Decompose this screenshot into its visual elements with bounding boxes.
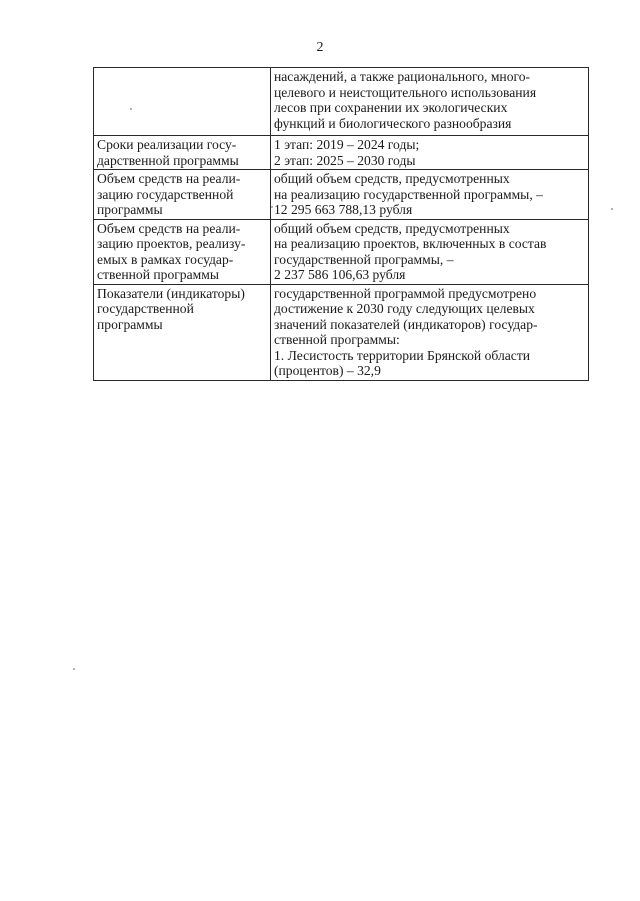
value-line: лесов при сохранении их экологических: [274, 100, 508, 115]
value-line: (процентов) – 32,9: [274, 363, 381, 378]
label-line: дарственной программы: [97, 152, 239, 168]
value-line: значений показателей (индикаторов) государ-: [274, 316, 538, 332]
label-line: программы: [97, 316, 163, 332]
row-label-cell: [94, 68, 271, 136]
value-line: достижение к 2030 году следующих целевых: [274, 301, 535, 316]
table-row-implementation-period: [94, 136, 589, 170]
value-line: функций и биологического разнообразия: [274, 115, 512, 131]
label-line: емых в рамках государ-: [97, 251, 234, 267]
row-label-cell: [94, 170, 271, 220]
value-line: 2 этап: 2025 – 2030 годы: [274, 152, 416, 168]
scan-speck: [73, 668, 75, 670]
table-row-goal-continuation: [94, 68, 589, 136]
row-value-cell: [271, 68, 589, 136]
label-line: Сроки реализации госу-: [97, 137, 237, 152]
value-line: общий объем средств, предусмотренных: [274, 220, 510, 236]
label-line: Показатели (индикаторы): [97, 285, 245, 301]
scan-speck: [130, 108, 132, 110]
scan-speck: [271, 206, 273, 208]
row-label-cell: [94, 136, 271, 170]
program-passport-table: [93, 67, 589, 381]
value-line: ственной программы:: [274, 332, 400, 347]
value-line: общий объем средств, предусмотренных: [274, 171, 510, 186]
table-row-projects-funding: [94, 219, 589, 284]
label-line: Объем средств на реали-: [97, 220, 241, 236]
label-line: ственной программы: [97, 267, 219, 282]
row-value-cell: [271, 170, 589, 220]
value-line: 2 237 586 106,63 рубля: [274, 267, 406, 282]
page-number: 2: [316, 40, 324, 55]
row-value-cell: [271, 284, 589, 380]
row-label-cell: [94, 219, 271, 284]
value-line: на реализацию проектов, включенных в состав: [274, 236, 547, 251]
value-line: 1. Лесистость территории Брянской области: [274, 347, 531, 363]
value-line: государственной программы, –: [274, 251, 454, 267]
value-line: государственной программой предусмотрено: [274, 285, 537, 301]
value-line: 12 295 663 788,13 рубля: [274, 202, 413, 217]
row-value-cell: [271, 219, 589, 284]
label-line: государственной: [97, 301, 194, 316]
row-value-cell: [271, 136, 589, 170]
value-line: на реализацию государственной программы, –: [274, 186, 543, 202]
label-line: зацию государственной: [97, 186, 234, 202]
row-label-cell: [94, 284, 271, 380]
value-line: 1 этап: 2019 – 2024 годы;: [274, 137, 420, 152]
table-row-total-funding: [94, 170, 589, 220]
table-row-indicators: [94, 284, 589, 380]
value-line: целевого и неистощительного использования: [274, 84, 537, 100]
label-line: зацию проектов, реализу-: [97, 236, 246, 251]
label-line: программы: [97, 202, 163, 217]
value-line: насаждений, а также рационального, много-: [274, 69, 531, 84]
label-line: Объем средств на реали-: [97, 171, 241, 186]
scan-speck: [611, 208, 613, 210]
